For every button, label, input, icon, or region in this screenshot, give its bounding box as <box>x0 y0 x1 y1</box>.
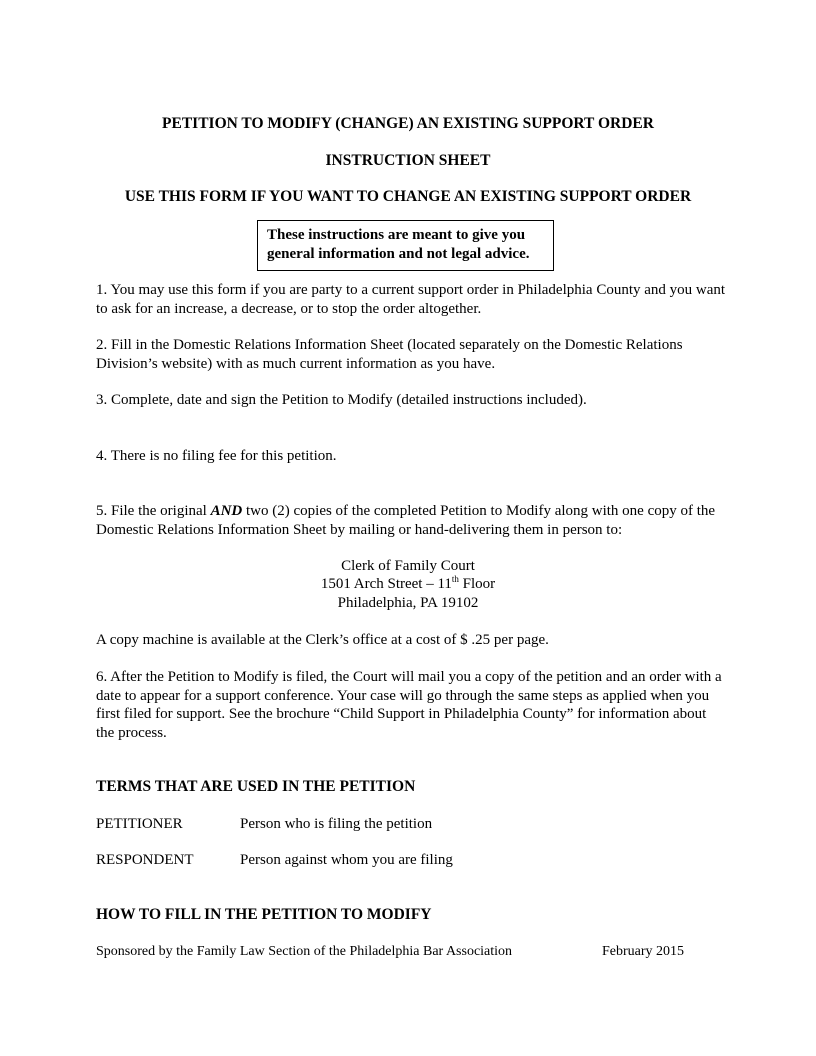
terms-heading: TERMS THAT ARE USED IN THE PETITION <box>96 778 416 795</box>
use-notice: USE THIS FORM IF YOU WANT TO CHANGE AN EXISTING SUPPORT ORDER <box>124 188 692 205</box>
copy-machine-note: A copy machine is available at the Clerk’s office at a cost of $ .25 per page. <box>96 632 549 648</box>
disclaimer-line-2: general information and not legal advice. <box>267 246 530 262</box>
how-to-heading: HOW TO FILL IN THE PETITION TO MODIFY <box>96 906 432 923</box>
step-2: 2. Fill in the Domestic Relations Information Sheet (located separately on the Domestic Relations Division’s website) with as much current information as you have. <box>96 337 683 372</box>
document-subtitle: INSTRUCTION SHEET <box>325 152 491 169</box>
address-ordinal: th <box>451 574 459 584</box>
step-3: 3. Complete, date and sign the Petition to Modify (detailed instructions included). <box>96 392 587 408</box>
step-4: 4. There is no filing fee for this petition. <box>96 448 337 464</box>
term-respondent: RESPONDENT <box>96 852 194 868</box>
address-street: 1501 Arch Street – 11 <box>320 576 452 592</box>
step-5-text-end: two (2) copies of the completed Petition to Modify along with one copy of the Domestic Relations Information Sheet by mailing or hand-delivering them in person to: <box>96 503 716 538</box>
step-1: 1. You may use this form if you are party to a current support order in Philadelphia County and you want to ask for an increase, a decrease, or to stop the order altogether. <box>96 282 726 317</box>
step-6: 6. After the Petition to Modify is filed, the Court will mail you a copy of the petition and an order with a date to appear for a support conference. Your case will go through the same steps as applied when you first filed for support. See the brochure “Child Support in Philadelphia County” for information about the process. <box>96 669 722 741</box>
footer-date: February 2015 <box>602 944 685 959</box>
address-floor: Floor <box>458 576 496 592</box>
term-respondent-definition: Person against whom you are filing <box>240 852 453 868</box>
address-line-2 <box>0 575 816 594</box>
step-5-emphasis: AND <box>210 503 243 519</box>
step-5-text-start: 5. File the original <box>96 503 211 519</box>
footer-sponsor: Sponsored by the Family Law Section of the Philadelphia Bar Association <box>96 944 513 959</box>
step-5 <box>96 502 726 539</box>
disclaimer-box <box>257 220 554 271</box>
term-petitioner: PETITIONER <box>96 816 183 832</box>
address-line-3: Philadelphia, PA 19102 <box>337 595 479 611</box>
address-line-1: Clerk of Family Court <box>341 558 475 574</box>
disclaimer-line-1: These instructions are meant to give you <box>267 227 526 243</box>
term-petitioner-definition: Person who is filing the petition <box>240 816 433 832</box>
document-title: PETITION TO MODIFY (CHANGE) AN EXISTING SUPPORT ORDER <box>162 115 654 132</box>
